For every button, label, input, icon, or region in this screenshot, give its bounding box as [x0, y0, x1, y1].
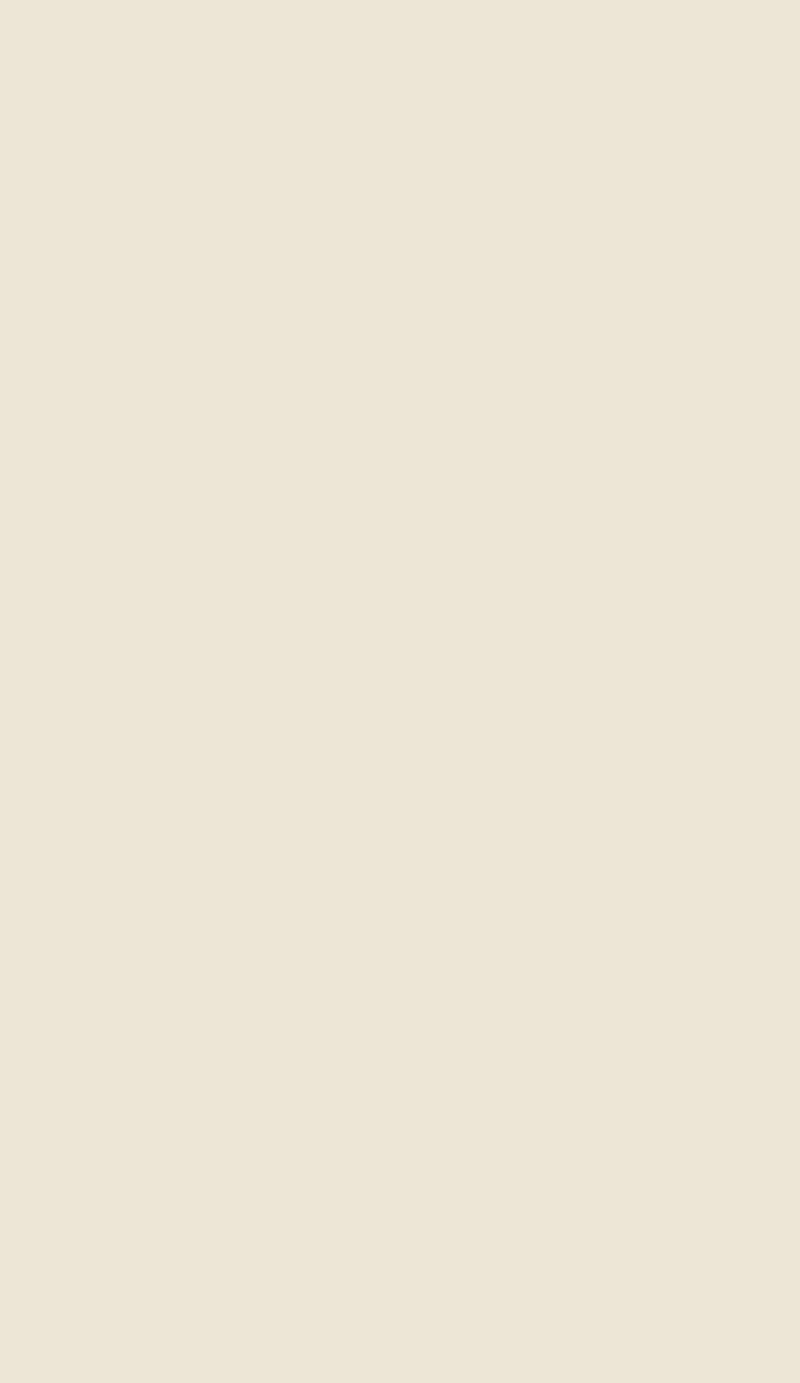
running-header — [0, 73, 800, 103]
